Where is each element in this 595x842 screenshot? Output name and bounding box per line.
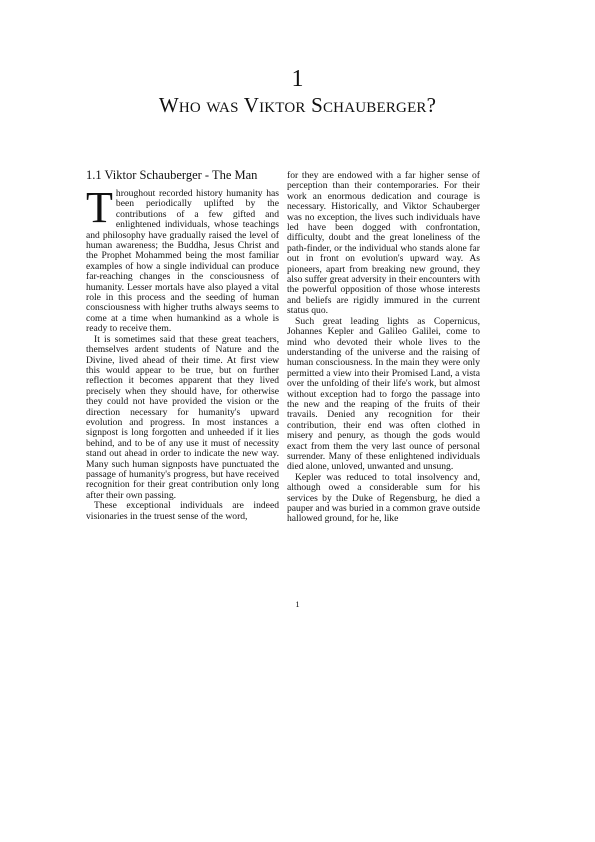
drop-cap: T: [86, 183, 113, 232]
paragraph-1-text: hroughout recorded history humanity has been periodically uplifted by the contributions of a few gifted and enlightened individuals, whose teachings and philosophy have gradually raised the level of human awareness; the Buddha, Jesus Christ and the Prophet Mohammed being the most familiar examples of how a single individual can produce far-reaching changes in the consciousness of humanity. Lesser mortals have also played a vital role in this process and the seeding of human consciousness with higher truths always seems to come at a time when humankind as a whole is ready to receive them.: [86, 188, 279, 335]
page-number: 1: [295, 599, 300, 609]
paragraph-4: Such great leading lights as Copernicus, Johannes Kepler and Galileo Galilei, come to mind who devoted their whole lives to the understanding of the universe and the raising of human consciousness. In the main they were only permitted a view into their Promised Land, a vista over the unfolding of their life's work, but almost without exception had to forgo the passage into the new and the reaping of the fruits of their travails. Denied any recognition for their contribution, their end was often clothed in misery and penury, as though the gods would exact from them the very last ounce of personal surrender. Many of these enlightened individuals died alone, unloved, unwanted and unsung.: [287, 315, 480, 473]
paragraph-2: It is sometimes said that these great teachers, themselves ardent students of Nature and the Divine, lived ahead of their time. At first view this would appear to be true, but on further reflection it becomes apparent that they lived precisely when they should have, for otherwise they could not have provided the vision or the direction necessary for humanity's upward evolution and progress. In most instances a signpost is long forgotten and unheeded if it lies behind, and to be of any use it must of necessity stand out ahead in order to indicate the new way. Many such human signposts have punctuated the passage of humanity's progress, but have received recognition for their great contribution only long after their own passing.: [86, 333, 279, 501]
chapter-title: Who was Viktor Schauberger?: [158, 93, 437, 117]
chapter-number: 1: [291, 66, 304, 92]
paragraph-5: Kepler was reduced to total insolvency and, although owed a considerable sum for his services by the Duke of Regensburg, he died a pauper and was buried in a common grave outside hallowed ground, for he, like: [287, 471, 480, 525]
paragraph-1: [86, 183, 279, 335]
paragraph-3: These exceptional individuals are indeed visionaries in the truest sense of the word,: [86, 500, 279, 522]
section-heading: 1.1 Viktor Schauberger - The Man: [86, 168, 258, 182]
paragraph-3-continued: for they are endowed with a far higher sense of perception than their contemporaries. For their work an enormous dedication and courage is necessary. Historically, and Viktor Schauberger was no exception, the lives such individuals have led have been dogged with confrontation, difficulty, doubt and the great loneliness of the path-finder, or the individual who stands alone far out in front on evolution's upward way. As pioneers, apart from breaking new ground, they also suffer great adversity in their encounters with the powerful opposition of those whose interests and beliefs are rigidly immured in the current status quo.: [287, 170, 480, 317]
left-column: [86, 168, 279, 522]
right-column: [287, 171, 480, 525]
